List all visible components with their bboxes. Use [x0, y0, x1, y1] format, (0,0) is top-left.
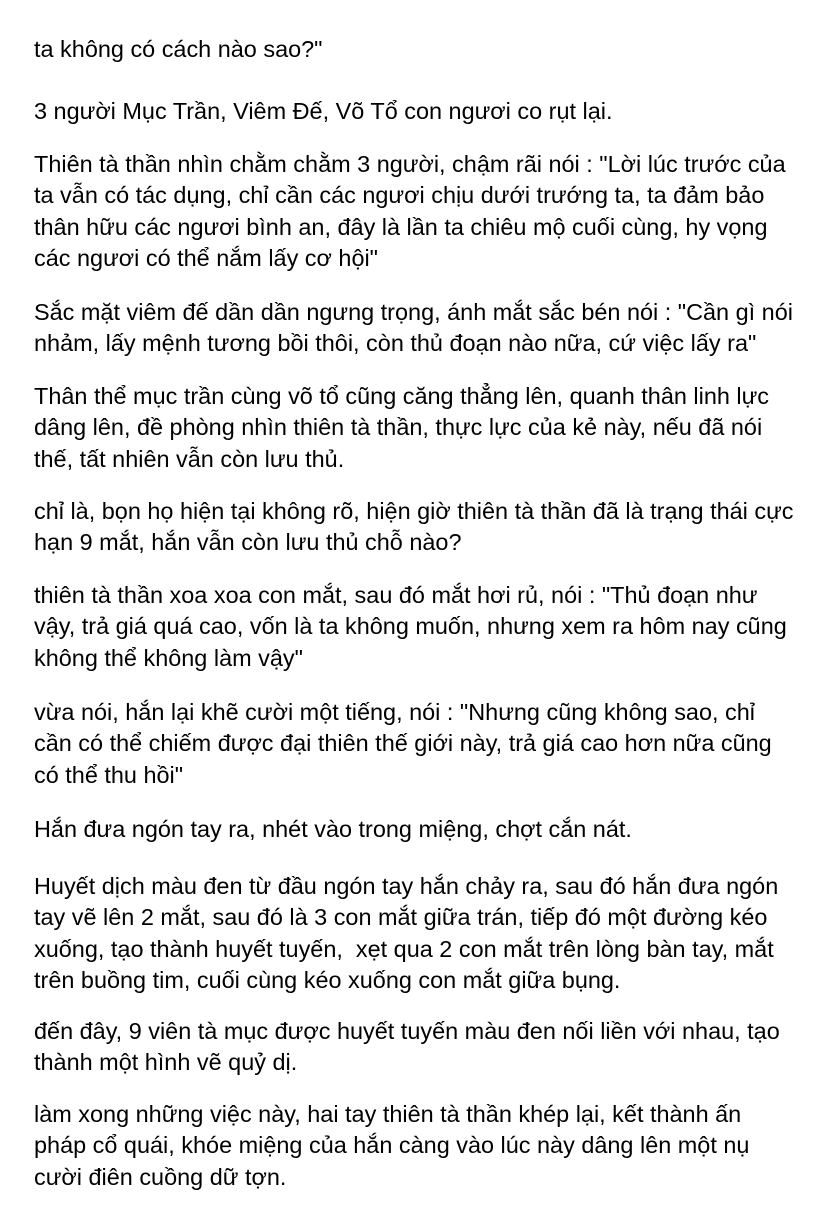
text-line: ta không có cách nào sao?": [34, 35, 323, 62]
text-line: vừa nói, hắn lại khẽ cười một tiếng, nói : "Nhưng cũng không sao, chỉ: [34, 698, 756, 725]
text-line: cười điên cuồng dữ tợn.: [34, 1163, 287, 1190]
text-line: không thể không làm vậy": [34, 644, 304, 671]
text-line: dâng lên, đề phòng nhìn thiên tà thần, thực lực của kẻ này, nếu đã nói: [34, 414, 763, 440]
text-line: có thể thu hồi": [34, 761, 184, 788]
text-line: vậy, trả giá quá cao, vốn là ta không muốn, nhưng xem ra hôm nay cũng: [34, 613, 787, 639]
text-line: thiên tà thần xoa xoa con mắt, sau đó mắt hơi rủ, nói : "Thủ đoạn như: [34, 581, 758, 608]
text-line: thế, tất nhiên vẫn còn lưu thủ.: [34, 445, 345, 472]
text-line: thành một hình vẽ quỷ dị.: [34, 1049, 298, 1075]
text-line: các ngươi có thể nắm lấy cơ hội": [34, 245, 379, 271]
text-line: Thân thể mục trần cùng võ tổ cũng căng thẳng lên, quanh thân linh lực: [34, 382, 770, 409]
text-line: cần có thể chiếm được đại thiên thế giới này, trả giá cao hơn nữa cũng: [34, 730, 772, 756]
text-line: làm xong những việc này, hai tay thiên tà thần khép lại, kết thành ấn: [34, 1100, 742, 1127]
text-line: nhảm, lấy mệnh tương bồi thôi, còn thủ đoạn nào nữa, cứ việc lấy ra": [34, 330, 757, 356]
paragraph-12: [8, 1067, 798, 1225]
text-line: hạn 9 mắt, hắn vẫn còn lưu thủ chỗ nào?: [34, 529, 462, 555]
text-line: 3 người Mục Trần, Viêm Đế, Võ Tổ con ngươi co rụt lại.: [34, 97, 613, 124]
text-line: Hắn đưa ngón tay ra, nhét vào trong miệng, chợt cắn nát.: [34, 815, 633, 842]
text-line: chỉ là, bọn họ hiện tại không rõ, hiện giờ thiên tà thần đã là trạng thái cực: [34, 497, 794, 524]
text-line: pháp cổ quái, khóe miệng của hắn càng vào lúc này dâng lên một nụ: [34, 1132, 750, 1158]
text-line: Huyết dịch màu đen từ đầu ngón tay hắn chảy ra, sau đó hắn đưa ngón: [34, 872, 779, 899]
text-line: tay vẽ lên 2 mắt, sau đó là 3 con mắt giữa trán, tiếp đó một đường kéo: [34, 904, 768, 930]
text-line: ta vẫn có tác dụng, chỉ cần các ngươi chịu dưới trướng ta, ta đảm bảo: [34, 182, 765, 208]
text-line: trên buồng tim, cuối cùng kéo xuống con mắt giữa bụng.: [34, 967, 621, 993]
text-line: Thiên tà thần nhìn chằm chằm 3 người, chậm rãi nói : "Lời lúc trước của: [34, 150, 786, 177]
text-line: thân hữu các ngươi bình an, đây là lần ta chiêu mộ cuối cùng, hy vọng: [34, 213, 768, 240]
text-line: xuống, tạo thành huyết tuyến, xẹt qua 2 con mắt trên lòng bàn tay, mắt: [34, 935, 774, 962]
text-line: Sắc mặt viêm đế dần dần ngưng trọng, ánh mắt sắc bén nói : "Cần gì nói: [34, 298, 794, 325]
text-line: đến đây, 9 viên tà mục được huyết tuyến màu đen nối liền với nhau, tạo: [34, 1017, 780, 1044]
